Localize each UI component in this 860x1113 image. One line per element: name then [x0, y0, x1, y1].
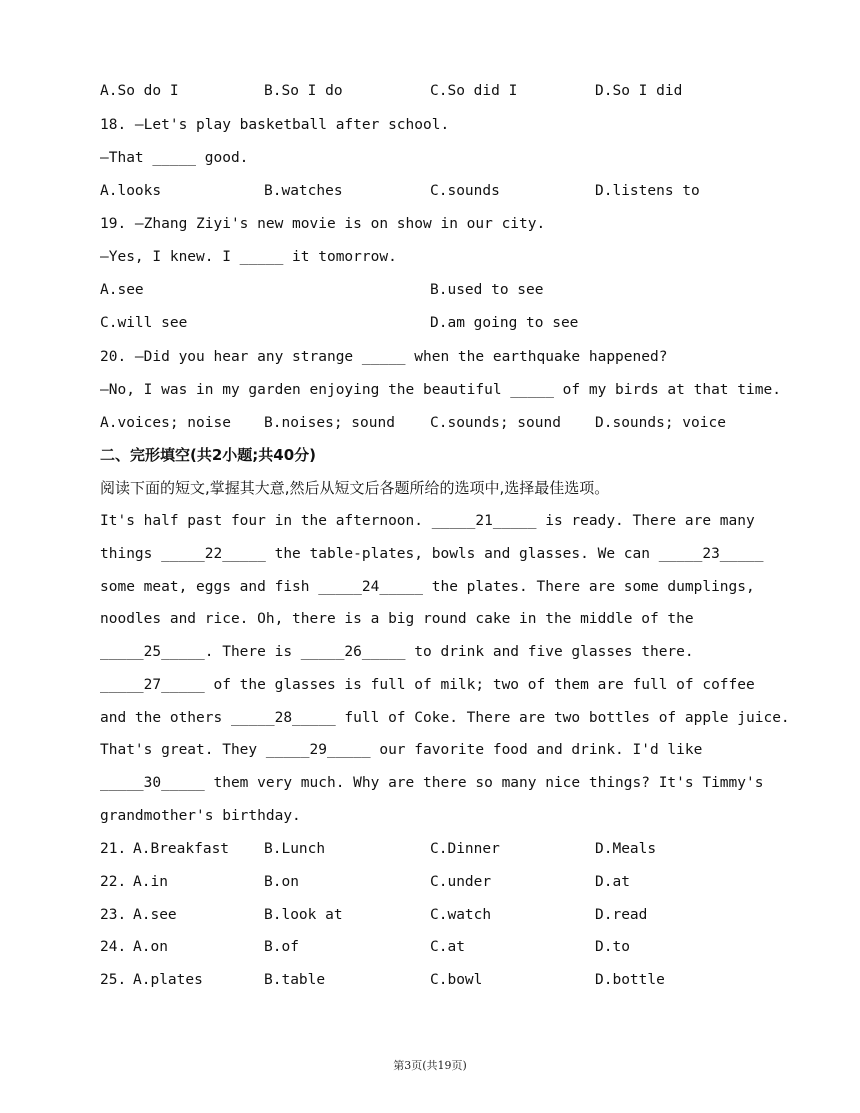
- q19-option-d: D.am going to see: [430, 315, 579, 331]
- option-b: B.table: [264, 972, 326, 988]
- q19-option-b: B.used to see: [430, 282, 544, 298]
- q20-option-c: C.sounds; sound: [430, 415, 561, 431]
- q18-option-b: B.watches: [264, 183, 343, 199]
- option-c: C.Dinner: [430, 841, 500, 857]
- option-d: D.to: [595, 939, 630, 955]
- q19-option-a: A.see: [100, 282, 144, 298]
- option-a: A.plates: [133, 972, 203, 988]
- passage-line: It's half past four in the afternoon. _____21_____ is ready. There are many: [100, 513, 755, 529]
- page-footer: 第3页(共19页): [393, 1059, 467, 1072]
- q17-option-d: D.So I did: [595, 83, 683, 99]
- option-a: A.Breakfast: [133, 841, 230, 857]
- question-number: 22.: [100, 874, 127, 890]
- q18-stem-line2: —That _____ good.: [100, 150, 249, 166]
- section-instruction: 阅读下面的短文,掌握其大意,然后从短文后各题所给的选项中,选择最佳选项。: [100, 479, 610, 497]
- question-number: 21.: [100, 841, 127, 857]
- option-a: A.on: [133, 939, 168, 955]
- passage-line: _____25_____. There is _____26_____ to drink and five glasses there.: [100, 644, 694, 660]
- q20-option-a: A.voices; noise: [100, 415, 231, 431]
- option-b: B.on: [264, 874, 299, 890]
- q19-stem-line2: —Yes, I knew. I _____ it tomorrow.: [100, 249, 397, 265]
- q20-option-d: D.sounds; voice: [595, 415, 726, 431]
- passage-line: grandmother's birthday.: [100, 808, 301, 824]
- q17-option-c: C.So did I: [430, 83, 518, 99]
- question-number: 25.: [100, 972, 127, 988]
- q18-option-d: D.listens to: [595, 183, 700, 199]
- q20-stem-line1: 20. —Did you hear any strange _____ when the earthquake happened?: [100, 349, 668, 365]
- q18-option-a: A.looks: [100, 183, 162, 199]
- passage-line: things _____22_____ the table-plates, bowls and glasses. We can _____23_____: [100, 546, 764, 562]
- option-d: D.Meals: [595, 841, 657, 857]
- option-a: A.see: [133, 907, 177, 923]
- q19-option-c: C.will see: [100, 315, 188, 331]
- option-c: C.under: [430, 874, 492, 890]
- option-c: C.bowl: [430, 972, 483, 988]
- option-d: D.at: [595, 874, 630, 890]
- option-d: D.read: [595, 907, 648, 923]
- passage-line: _____27_____ of the glasses is full of milk; two of them are full of coffee: [100, 677, 755, 693]
- passage-line: noodles and rice. Oh, there is a big round cake in the middle of the: [100, 611, 694, 627]
- passage-line: some meat, eggs and fish _____24_____ the plates. There are some dumplings,: [100, 579, 755, 595]
- option-b: B.look at: [264, 907, 343, 923]
- q18-stem-line1: 18. —Let's play basketball after school.: [100, 117, 450, 133]
- option-c: C.at: [430, 939, 465, 955]
- option-b: B.of: [264, 939, 299, 955]
- passage-line: That's great. They _____29_____ our favorite food and drink. I'd like: [100, 742, 703, 758]
- q17-option-a: A.So do I: [100, 83, 179, 99]
- option-b: B.Lunch: [264, 841, 326, 857]
- section-heading: 二、完形填空(共2小题;共40分): [100, 446, 317, 464]
- passage-line: _____30_____ them very much. Why are there so many nice things? It's Timmy's: [100, 775, 764, 791]
- q20-option-b: B.noises; sound: [264, 415, 395, 431]
- q19-stem-line1: 19. —Zhang Ziyi's new movie is on show in our city.: [100, 216, 546, 232]
- question-number: 24.: [100, 939, 127, 955]
- passage-line: and the others _____28_____ full of Coke. There are two bottles of apple juice.: [100, 710, 790, 726]
- question-number: 23.: [100, 907, 127, 923]
- option-d: D.bottle: [595, 972, 665, 988]
- option-a: A.in: [133, 874, 168, 890]
- q20-stem-line2: —No, I was in my garden enjoying the beautiful _____ of my birds at that time.: [100, 382, 781, 398]
- q18-option-c: C.sounds: [430, 183, 500, 199]
- option-c: C.watch: [430, 907, 492, 923]
- q17-option-b: B.So I do: [264, 83, 343, 99]
